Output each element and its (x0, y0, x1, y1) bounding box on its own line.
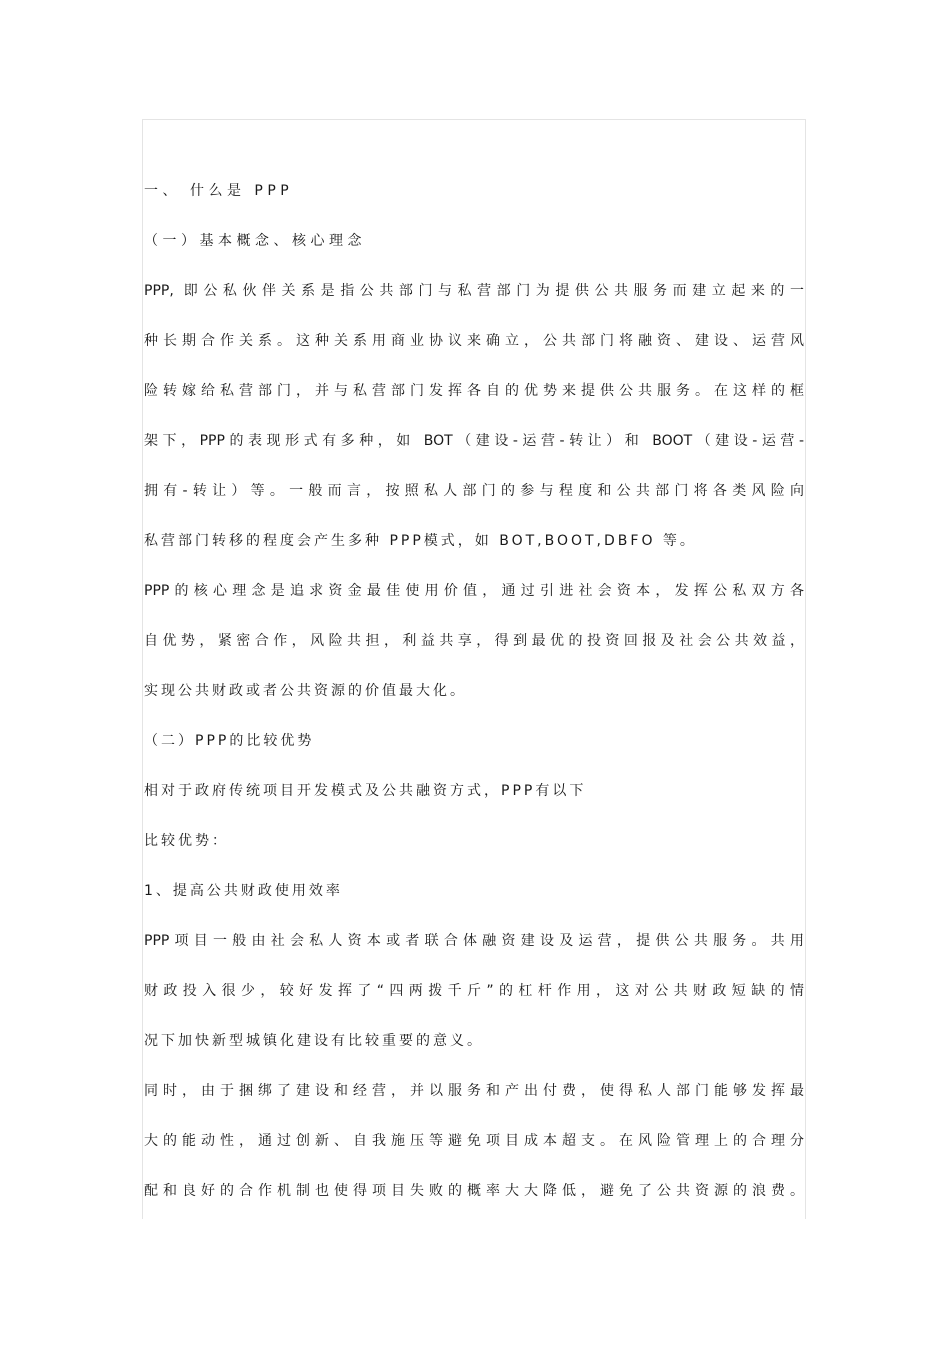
heading-what-is-ppp: 一、 什么是 PPP (144, 183, 294, 199)
text-line: 拥有-转让）等。一般而言，按照私人部门的参与程度和公共部门将各类风险向 (144, 483, 804, 499)
heading-comparative-advantage: （二）PPP的比较优势 (144, 733, 315, 749)
text-line: 比较优势： (144, 833, 229, 849)
document-body (144, 172, 804, 1210)
text-line: PPP的核心理念是追求资金最佳使用价值，通过引进社会资本，发挥公私双方各 (144, 583, 804, 599)
text-line: 相对于政府传统项目开发模式及公共融资方式，PPP有以下 (144, 783, 587, 799)
text-line: PPP, 即公私伙伴关系是指公共部门与私营部门为提供公共服务而建立起来的一 (144, 283, 804, 299)
text-line: 配和良好的合作机制也使得项目失败的概率大大降低，避免了公共资源的浪费。 (144, 1183, 804, 1199)
text-line: 大的能动性，通过创新、自我施压等避免项目成本超支。在风险管理上的合理分 (144, 1133, 804, 1149)
text-line: 架下，PPP的表现形式有多种，如 BOT（建设-运营-转让）和 BOOT（建设-运营- (144, 433, 804, 449)
text-line: 况下加快新型城镇化建设有比较重要的意义。 (144, 1033, 484, 1049)
paragraph-risk-management (144, 1072, 804, 1210)
text-line: 私营部门转移的程度会产生多种 PPP模式，如 BOT,BOOT,DBFO 等。 (144, 533, 697, 549)
paragraph-core-concept (144, 572, 804, 710)
text-line: 险转嫁给私营部门，并与私营部门发挥各自的优势来提供公共服务。在这样的框 (144, 383, 804, 399)
heading-fiscal-efficiency: 1、提高公共财政使用效率 (144, 883, 343, 899)
text-line: 实现公共财政或者公共资源的价值最大化。 (144, 683, 467, 699)
paragraph-fiscal-efficiency (144, 922, 804, 1060)
paragraph-advantage-intro (144, 772, 804, 860)
heading-basic-concept: （一）基本概念、核心理念 (144, 233, 366, 249)
text-line: 财政投入很少，较好发挥了“四两拨千斤”的杠杆作用，这对公共财政短缺的情 (144, 983, 804, 999)
paragraph-definition (144, 272, 804, 560)
text-line: 种长期合作关系。这种关系用商业协议来确立，公共部门将融资、建设、运营风 (144, 333, 804, 349)
text-line: 同时，由于捆绑了建设和经营，并以服务和产出付费，使得私人部门能够发挥最 (144, 1083, 804, 1099)
text-line: 自优势，紧密合作，风险共担，利益共享，得到最优的投资回报及社会公共效益， (144, 633, 804, 649)
text-line: PPP项目一般由社会私人资本或者联合体融资建设及运营，提供公共服务。共用 (144, 933, 804, 949)
